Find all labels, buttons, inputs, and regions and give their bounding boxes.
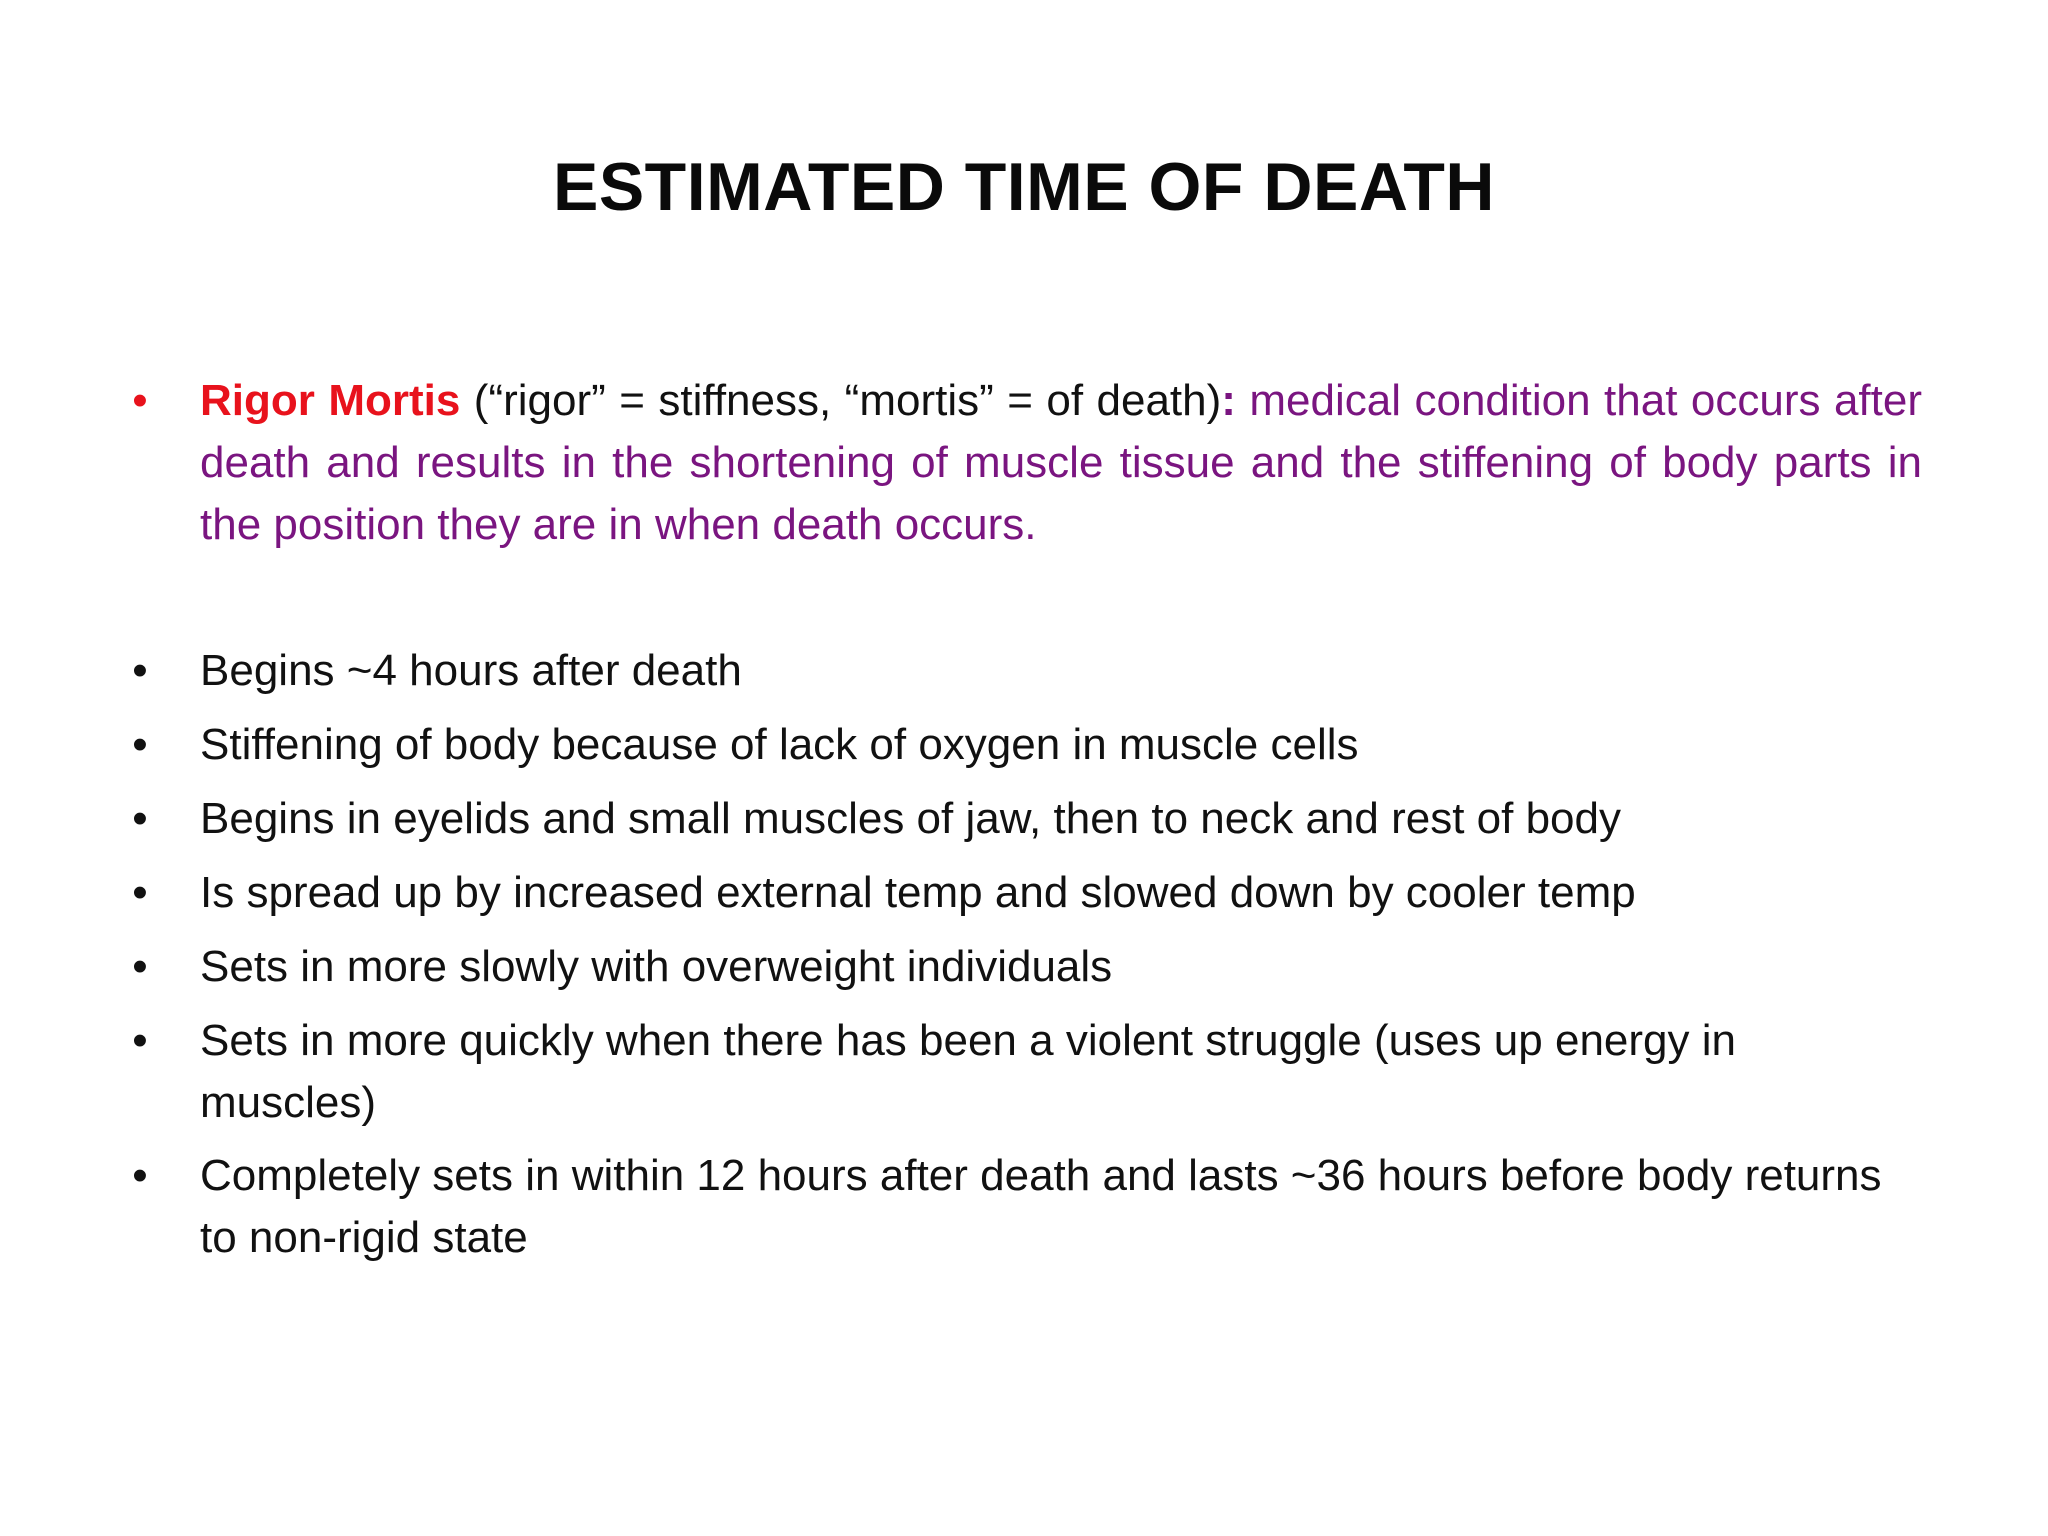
definition-text xyxy=(200,370,1922,556)
bullet-marker: • xyxy=(132,720,148,769)
definition-colon: : xyxy=(1221,376,1236,425)
list-item-text: Begins ~4 hours after death xyxy=(200,646,742,695)
bullet-marker: • xyxy=(132,646,148,695)
list-item-text: Is spread up by increased external temp and slowed down by cooler temp xyxy=(200,868,1636,917)
slide-title: ESTIMATED TIME OF DEATH xyxy=(552,149,1496,225)
list-item-text: Sets in more slowly with overweight individuals xyxy=(200,942,1113,991)
bullet-marker: • xyxy=(132,868,148,917)
definition-etymology: (“rigor” = stiffness, “mortis” = of death) xyxy=(460,376,1222,425)
definition-term: Rigor Mortis xyxy=(200,376,461,425)
bullet-marker: • xyxy=(132,794,148,843)
definition-item xyxy=(120,370,1920,560)
list-item-text: Stiffening of body because of lack of oxygen in muscle cells xyxy=(200,720,1359,769)
bullet-marker: • xyxy=(132,376,148,425)
bullet-marker: • xyxy=(132,1016,148,1065)
list-item-text: Sets in more quickly when there has been a violent struggle (uses up energy in muscles) xyxy=(200,1016,1736,1127)
bullet-marker: • xyxy=(132,1151,148,1200)
list-item-text: Begins in eyelids and small muscles of jaw, then to neck and rest of body xyxy=(200,794,1621,843)
list-item-text: Completely sets in within 12 hours after death and lasts ~36 hours before body returns to non-rigid state xyxy=(200,1151,1882,1262)
definition-description: medical condition that occurs after death and results in the shortening of muscle tissue and the stiffening of body parts in the position they are in when death occurs. xyxy=(200,376,1922,549)
bullet-marker: • xyxy=(132,942,148,991)
